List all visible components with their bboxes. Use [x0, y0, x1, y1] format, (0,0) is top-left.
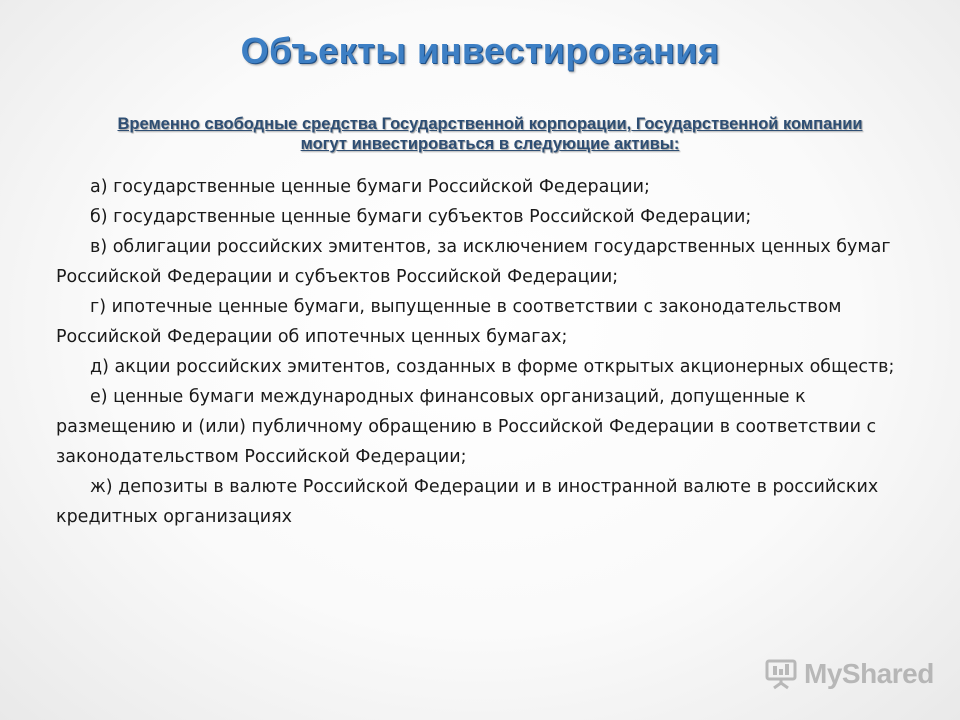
myshared-watermark: [764, 654, 934, 694]
list-item: б) государственные ценные бумаги субъектов Российской Федерации;: [90, 207, 752, 227]
slide-title: Объекты инвестирования: [240, 30, 720, 71]
list-item: в) облигации российских эмитентов, за исключением государственных ценных бумаг Российской Федерации и субъектов Российской Федерации;: [56, 237, 891, 287]
list-item: е) ценные бумаги международных финансовых организаций, допущенные к размещению и (или) публичному обращению в Российской Федерации в соответствии с законодательством Российской Федерации;: [56, 387, 877, 467]
asset-list: [56, 172, 896, 532]
list-item: г) ипотечные ценные бумаги, выпущенные в соответствии с законодательством Российской Федерации об ипотечных ценных бумагах;: [56, 297, 842, 347]
slide-subtitle: Временно свободные средства Государственной корпорации, Государственной компании могут инвестироваться в следующие активы:: [117, 115, 863, 153]
presentation-board-icon: [764, 657, 798, 691]
list-item: а) государственные ценные бумаги Российской Федерации;: [90, 177, 650, 197]
list-item: д) акции российских эмитентов, созданных в форме открытых акционерных обществ;: [90, 357, 895, 377]
list-item: ж) депозиты в валюте Российской Федерации и в иностранной валюте в российских кредитных организациях: [56, 477, 879, 527]
watermark-text: MyShared: [804, 658, 934, 689]
